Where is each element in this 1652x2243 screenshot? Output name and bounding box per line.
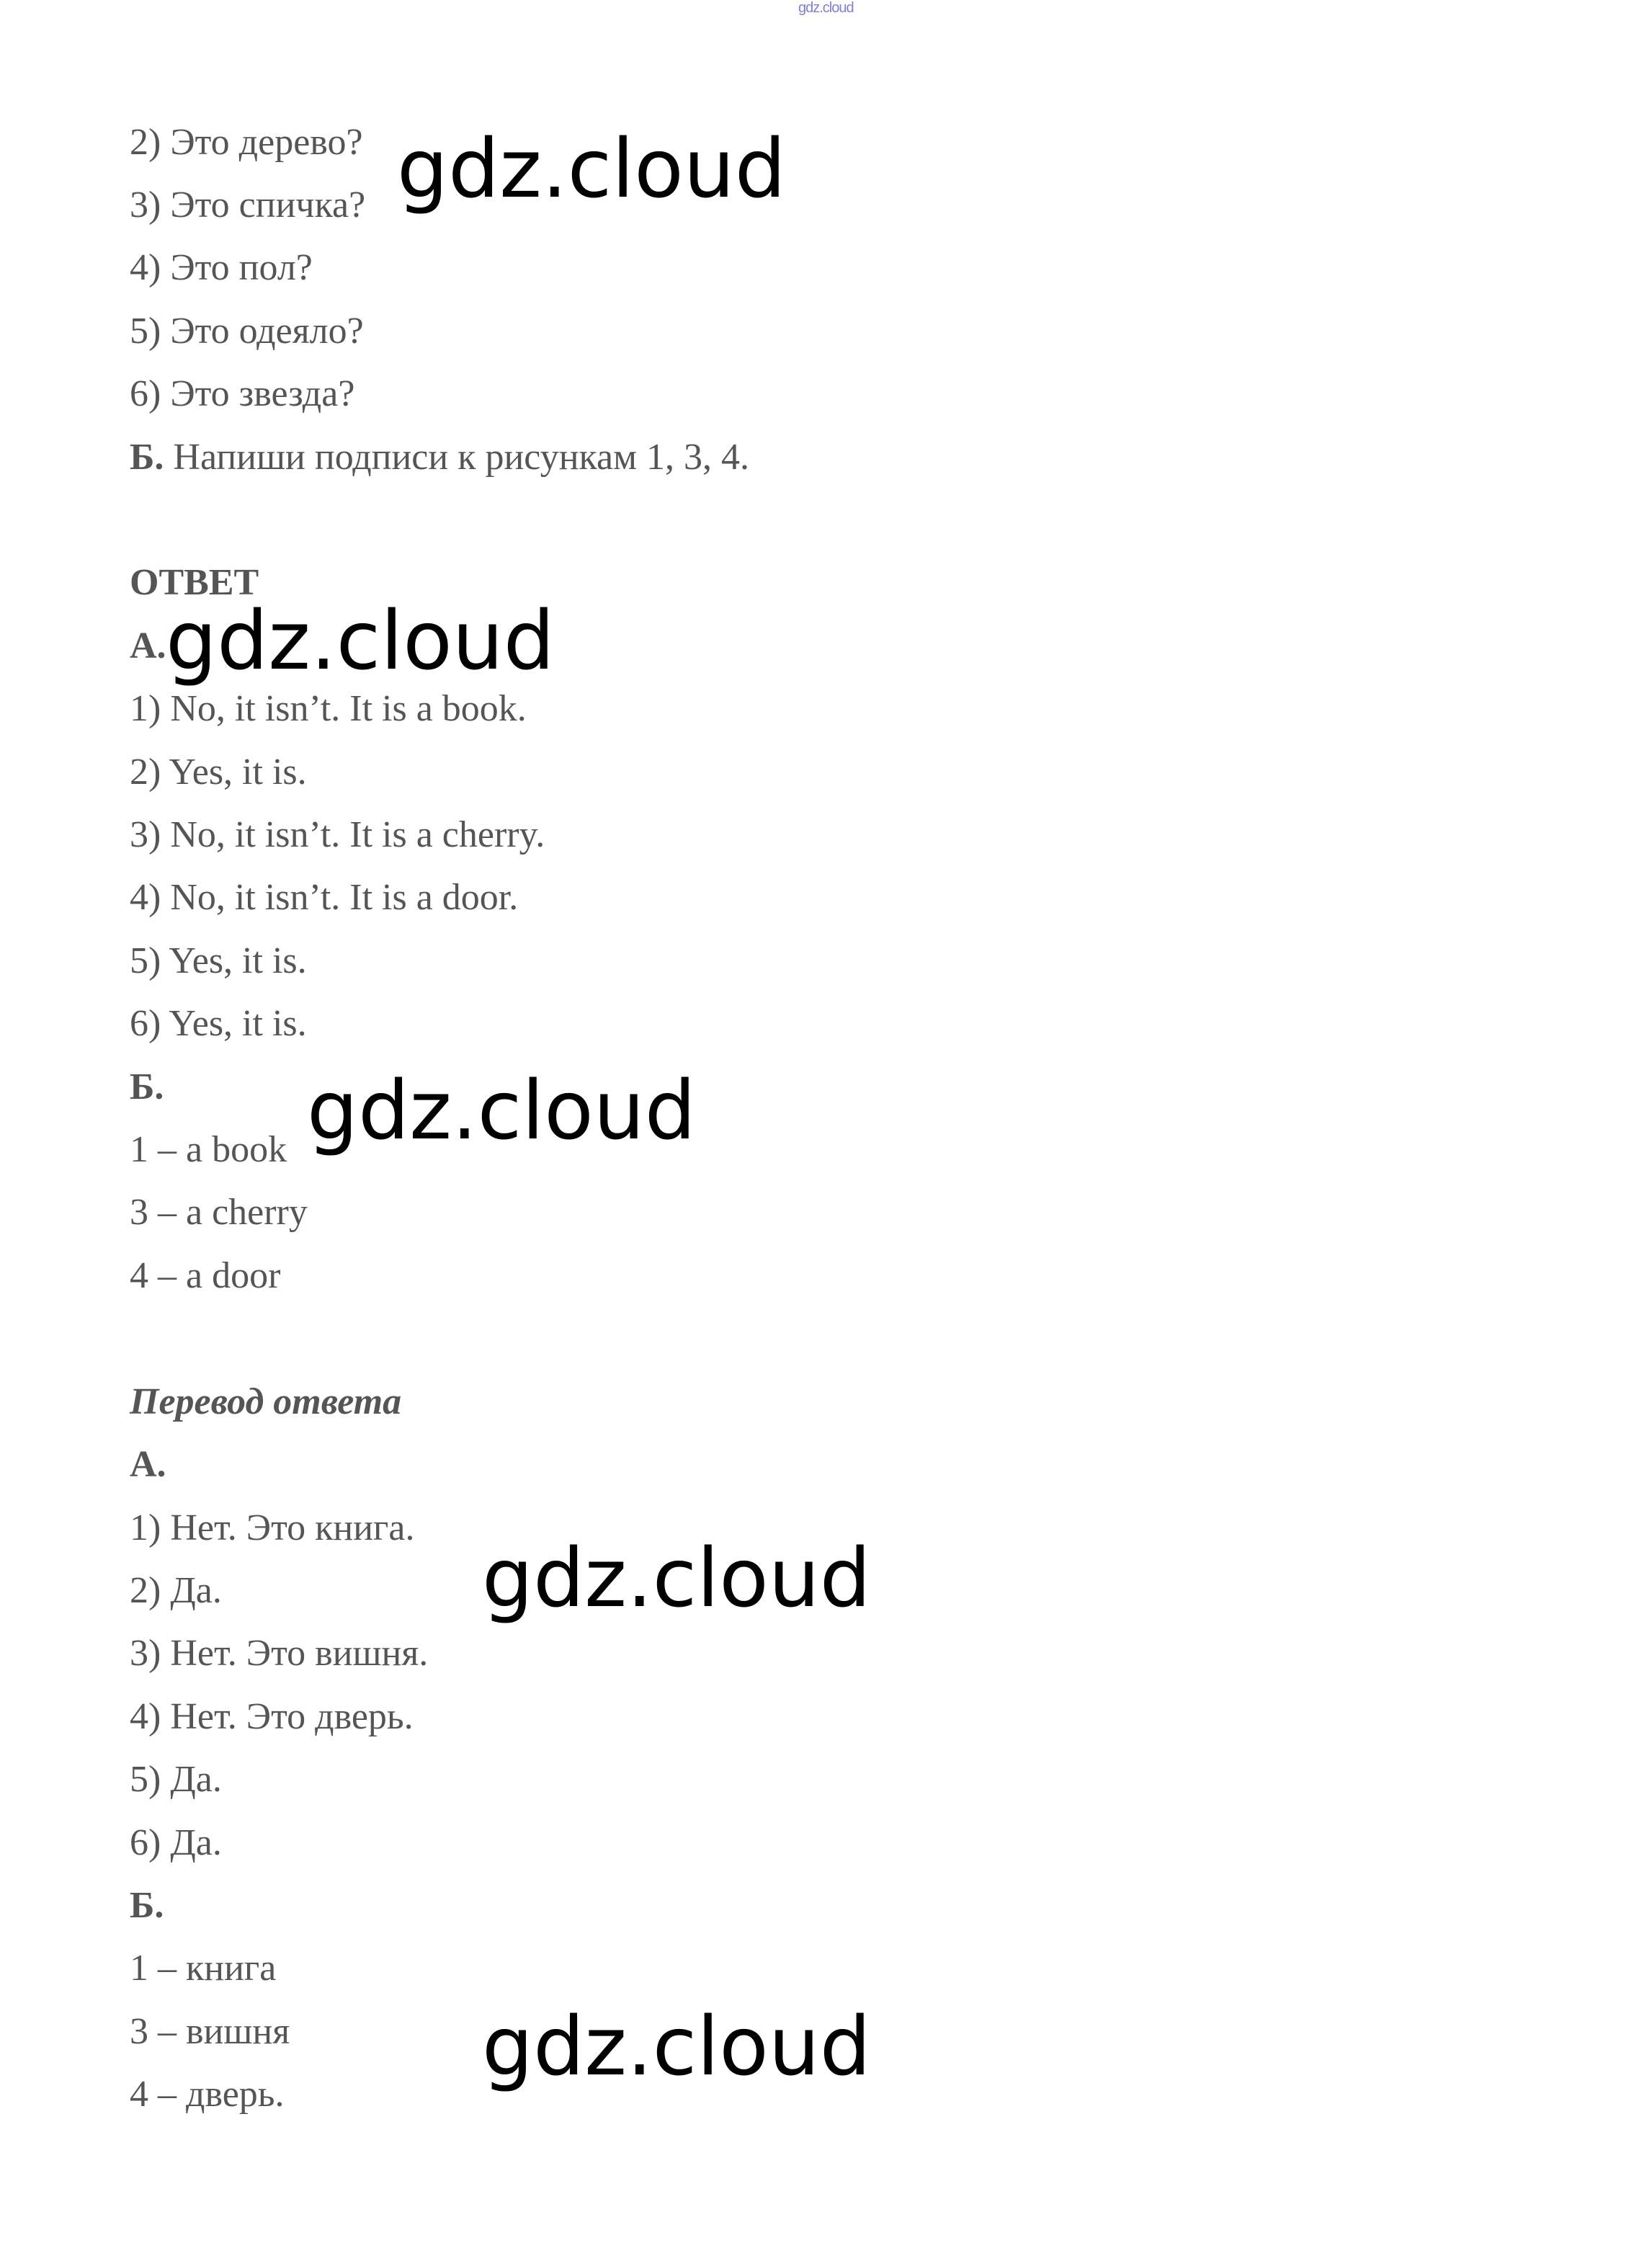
header-watermark: gdz.cloud: [798, 0, 854, 16]
watermark: gdz.cloud: [482, 2000, 871, 2094]
answer-a-item: 6) Yes, it is.: [130, 1003, 307, 1044]
task-b-instruction: [130, 436, 749, 479]
question-item: 3) Это спичка?: [130, 184, 366, 226]
translation-b-item: 3 – вишня: [130, 2011, 290, 2052]
answer-part-b-label: Б.: [130, 1066, 164, 1107]
question-item: 4) Это пол?: [130, 247, 313, 288]
watermark: gdz.cloud: [482, 1532, 871, 1626]
translation-a-item: 6) Да.: [130, 1822, 222, 1863]
answer-a-item: 5) Yes, it is.: [130, 940, 307, 981]
answer-b-item: 1 – a book: [130, 1129, 287, 1170]
answer-b-item: 4 – a door: [130, 1255, 281, 1296]
answer-a-item: 3) No, it isn’t. It is a cherry.: [130, 814, 545, 855]
translation-a-item: 1) Нет. Это книга.: [130, 1507, 415, 1548]
translation-a-item: 5) Да.: [130, 1759, 222, 1800]
translation-a-item: 2) Да.: [130, 1570, 222, 1611]
answer-b-item: 3 – a cherry: [130, 1192, 308, 1233]
question-item: 5) Это одеяло?: [130, 311, 364, 352]
answer-a-item: 1) No, it isn’t. It is a book.: [130, 688, 527, 729]
answer-a-item: 2) Yes, it is.: [130, 752, 307, 793]
watermark: gdz.cloud: [166, 594, 555, 688]
answer-heading: ОТВЕТ: [130, 562, 259, 603]
translation-part-b-label: Б.: [130, 1885, 164, 1926]
task-b-text: Напиши подписи к рисункам 1, 3, 4.: [164, 437, 749, 478]
task-b-label: Б.: [130, 437, 164, 478]
watermark: gdz.cloud: [397, 122, 786, 216]
watermark: gdz.cloud: [307, 1064, 696, 1158]
translation-heading: Перевод ответа: [130, 1381, 402, 1422]
translation-part-a-label: А.: [130, 1444, 166, 1485]
translation-b-item: 4 – дверь.: [130, 2074, 285, 2115]
translation-b-item: 1 – книга: [130, 1948, 277, 1989]
answer-part-a-label: А.: [130, 625, 166, 666]
question-item: 2) Это дерево?: [130, 122, 363, 163]
answer-a-item: 4) No, it isn’t. It is a door.: [130, 877, 519, 918]
question-item: 6) Это звезда?: [130, 373, 355, 414]
translation-a-item: 3) Нет. Это вишня.: [130, 1633, 429, 1674]
translation-a-item: 4) Нет. Это дверь.: [130, 1696, 414, 1737]
